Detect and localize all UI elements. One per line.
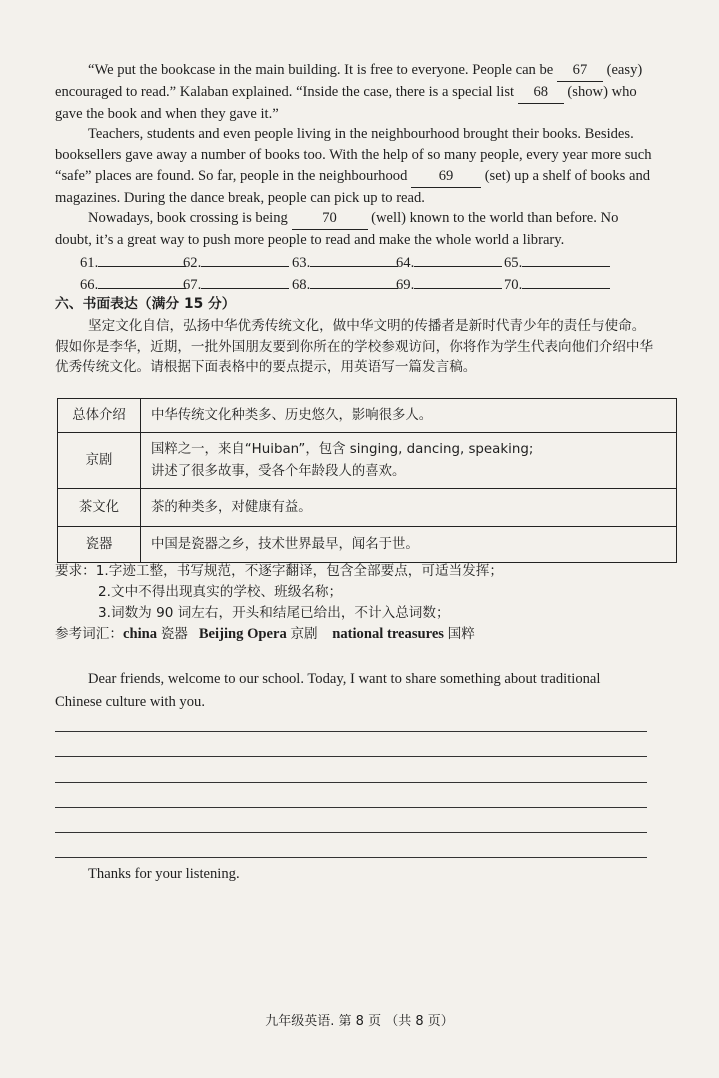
text: “We put the bookcase in the main building. It is free to everyone. People can be: [88, 62, 554, 78]
blank-67[interactable]: 67: [557, 60, 603, 82]
answer-slot-69[interactable]: 69.: [396, 274, 502, 294]
table-content: 茶的种类多，对健康有益。: [141, 489, 677, 527]
answer-row-2: [80, 274, 640, 296]
answer-slot-66[interactable]: 66.: [80, 274, 186, 294]
answer-slot-63[interactable]: 63.: [292, 252, 398, 272]
answer-slot-65[interactable]: 65.: [504, 252, 610, 272]
table-topic: 瓷器: [58, 527, 141, 563]
answer-slot-67[interactable]: 67.: [183, 274, 289, 294]
writing-line[interactable]: [55, 731, 647, 732]
writing-line[interactable]: [55, 756, 647, 757]
table-topic: 茶文化: [58, 489, 141, 527]
answer-slot-68[interactable]: 68.: [292, 274, 398, 294]
essay-opening: Dear friends, welcome to our school. Today, I want to share something about traditional Chinese culture with you.: [55, 671, 601, 710]
passage-paragraph-3: [55, 208, 655, 251]
table-topic: 总体介绍: [58, 399, 141, 433]
table-content: 中国是瓷器之乡，技术世界最早，闻名于世。: [141, 527, 677, 563]
essay-closing: Thanks for your listening.: [88, 866, 240, 882]
answer-slot-70[interactable]: 70.: [504, 274, 610, 294]
requirement-3: 3.词数为 90 词左右，开头和结尾已给出，不计入总词数；: [98, 605, 450, 621]
blank-70[interactable]: 70: [292, 208, 368, 230]
text: Nowadays, book crossing is being: [88, 210, 288, 226]
text: (show) who gave the book and when they gave it.”: [55, 84, 637, 122]
section-title: 六、书面表达（满分 15 分）: [55, 296, 236, 312]
writing-prompt: 坚定文化自信，弘扬中华优秀传统文化，做中华文明的传播者是新时代青少年的责任与使命。假如你是李华，近期，一批外国朋友要到你所在的学校参观访问，你将作为学生代表向他们介绍中华优秀传统文化。请根据下面表格中的要点提示，用英语写一篇发言稿。: [55, 318, 654, 375]
text: (set) up a shelf of books and magazines. During the dance break, people can pick up to read.: [55, 168, 651, 206]
text: Teachers, students and even people living in the neighbourhood brought their books. Besides. booksellers gave away a number of books too. With the help of so many people, every year more such “safe” places are found. So far, people in the neighbourhood: [55, 126, 652, 184]
text: (well) known to the world than before. No doubt, it’s a great way to push more people to read and make the whole world a library.: [55, 210, 619, 248]
requirement-2: 2.文中不得出现真实的学校、班级名称；: [98, 584, 343, 600]
requirement-1: 要求：1.字迹工整，书写规范，不逐字翻译，包含全部要点，可适当发挥；: [55, 563, 503, 579]
writing-line[interactable]: [55, 832, 647, 833]
table-row: [58, 433, 677, 489]
writing-line[interactable]: [55, 782, 647, 783]
writing-line[interactable]: [55, 857, 647, 858]
table-row: [58, 527, 677, 563]
blank-69[interactable]: 69: [411, 166, 481, 188]
answer-slot-62[interactable]: 62.: [183, 252, 289, 272]
table-content: 中华传统文化种类多、历史悠久，影响很多人。: [141, 399, 677, 433]
reference-vocabulary: 参考词汇：china 瓷器 Beijing Opera 京剧 national treasures 国粹: [55, 626, 475, 642]
page-footer: 九年级英语. 第 8 页 （共 8 页）: [265, 1014, 454, 1029]
writing-line[interactable]: [55, 807, 647, 808]
passage-paragraph-2: [55, 124, 655, 209]
answer-slot-64[interactable]: 64.: [396, 252, 502, 272]
answer-slot-61[interactable]: 61.: [80, 252, 186, 272]
blank-68[interactable]: 68: [518, 82, 564, 104]
passage-paragraph-1: [55, 60, 655, 125]
table-row: [58, 399, 677, 433]
answer-row-1: [80, 252, 640, 274]
key-points-table: [57, 398, 677, 563]
table-content: 国粹之一，来自“Huiban”，包含 singing, dancing, speaking; 讲述了很多故事，受各个年龄段人的喜欢。: [141, 433, 677, 489]
table-row: [58, 489, 677, 527]
text: (easy) encouraged to read.” Kalaban explained. “Inside the case, there is a special list: [55, 62, 643, 100]
table-topic: 京剧: [58, 433, 141, 489]
